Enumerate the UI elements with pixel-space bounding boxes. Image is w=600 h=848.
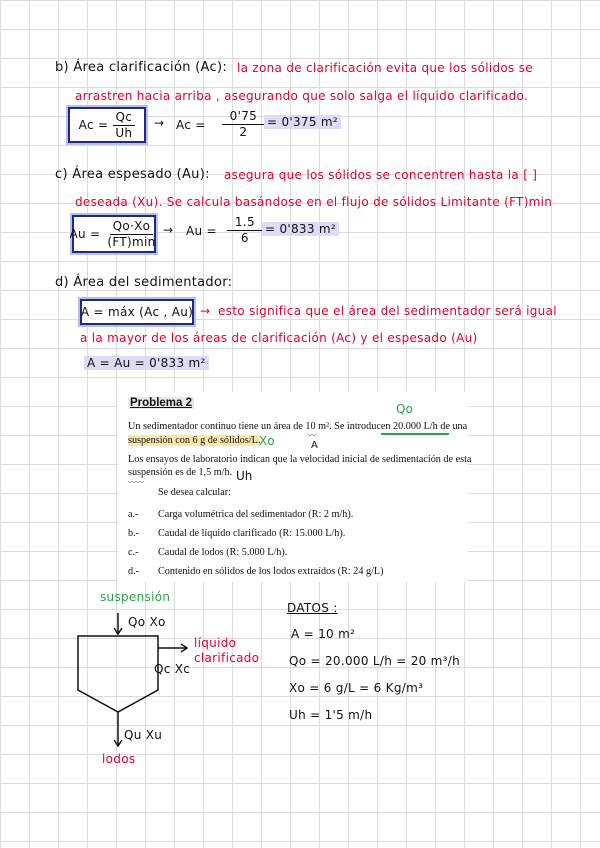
underflow-label: Qu Xu (124, 728, 163, 742)
formula-ac-num: Qc (113, 110, 136, 126)
option-label: a.- (128, 509, 139, 520)
calc-ac-lhs: Ac = (176, 117, 206, 132)
formula-au-den: (FT)min (107, 234, 156, 249)
problem-line-4: suspensión es de 1,5 m/h. (128, 467, 233, 478)
option-text: Caudal de líquido clarificado (R: 15.000 L/h). (158, 528, 346, 539)
arrow-icon: → (163, 223, 174, 237)
formula-a: A = máx (Ac , Au) (80, 305, 194, 319)
datos-title: DATOS : (287, 601, 338, 615)
overflow-arrow (158, 644, 187, 652)
calc-au-lhs: Au = (186, 223, 217, 238)
problem-title: Problema 2 (130, 397, 192, 409)
section-c-desc-1: asegura que los sólidos se concentren hasta la [ ] (224, 168, 538, 182)
clarified-flow-label: Qc Xc (154, 662, 191, 676)
calc-ac-den: 2 (239, 125, 248, 139)
annotation-qo: Qo (396, 402, 413, 416)
option-text: Contenido en sólidos de los lodos extraídos (R: 24 g/L) (158, 566, 384, 577)
formula-au-lhs: Au = (69, 227, 101, 241)
inlet-label: Qo Xo (128, 615, 166, 629)
result-ac: = 0'375 m² (264, 115, 341, 129)
arrow-icon: → (154, 116, 165, 130)
annotation-uh: Uh (236, 469, 253, 483)
section-b-desc-1: la zona de clarificación evita que los sólidos se (237, 61, 533, 75)
section-d-desc-1: esto significa que el área del sedimentador será igual (218, 304, 557, 318)
problem-line-2: suspensión con 6 g de sólidos/L. (128, 435, 261, 446)
problem-line-1: Un sedimentador continuo tiene un área de 10 m². Se introducen 20.000 L/h de una (128, 421, 468, 432)
formula-au-num: Qo·Xo (110, 219, 154, 235)
arrow-icon: → (200, 304, 211, 318)
problem-intro: Se desea calcular: (158, 487, 231, 498)
annotation-a: A (311, 440, 318, 451)
datos-row: A = 10 m² (291, 627, 356, 641)
settler-tank-shape (78, 636, 158, 712)
section-b-title: b) Área clarificación (Ac): (55, 60, 228, 75)
formula-ac-den: Uh (115, 125, 133, 140)
underflow-arrow (114, 712, 122, 746)
section-c-desc-2: deseada (Xu). Se calcula basándose en el flujo de sólidos Limitante (FT)min (75, 195, 553, 209)
wavy-underline-icon: 〰〰 (128, 478, 144, 487)
formula-ac-lhs: Ac = (78, 118, 109, 132)
option-text: Carga volumétrica del sedimentador (R: 2 m/h). (158, 509, 354, 520)
inlet-arrow (114, 613, 122, 634)
clarified-label: líquido clarificado (194, 636, 260, 665)
section-d-desc-2: a la mayor de los áreas de clarificación (Ac) y el espesado (Au) (80, 331, 478, 345)
annotation-xo: Xo (259, 434, 275, 448)
suspension-label: suspensión (100, 590, 171, 604)
section-c-title: c) Área espesado (Au): (55, 167, 210, 182)
section-b-desc-2: arrastren hacia arriba , asegurando que solo salga el líquido clarificado. (75, 89, 529, 103)
result-a: A = Au = 0'833 m² (84, 356, 209, 370)
datos-row: Xo = 6 g/L = 6 Kg/m³ (289, 681, 424, 695)
option-label: b.- (128, 528, 140, 539)
calc-ac-num: 0'75 (222, 109, 265, 125)
calc-au-num: 1.5 (227, 215, 263, 231)
datos-row: Qo = 20.000 L/h = 20 m³/h (289, 654, 461, 668)
section-d-title: d) Área del sedimentador: (55, 275, 233, 290)
option-label: d.- (128, 566, 140, 577)
datos-row: Uh = 1'5 m/h (289, 708, 373, 722)
sludge-label: lodos (102, 752, 136, 766)
calc-au-den: 6 (240, 231, 249, 245)
wavy-underline-icon: 〰 (308, 431, 316, 440)
option-text: Caudal de lodos (R: 5.000 L/h). (158, 547, 288, 558)
option-label: c.- (128, 547, 139, 558)
problem-line-3: Los ensayos de laboratorio indican que la velocidad inicial de sedimentación de esta (128, 454, 472, 465)
result-au: = 0'833 m² (262, 222, 339, 236)
